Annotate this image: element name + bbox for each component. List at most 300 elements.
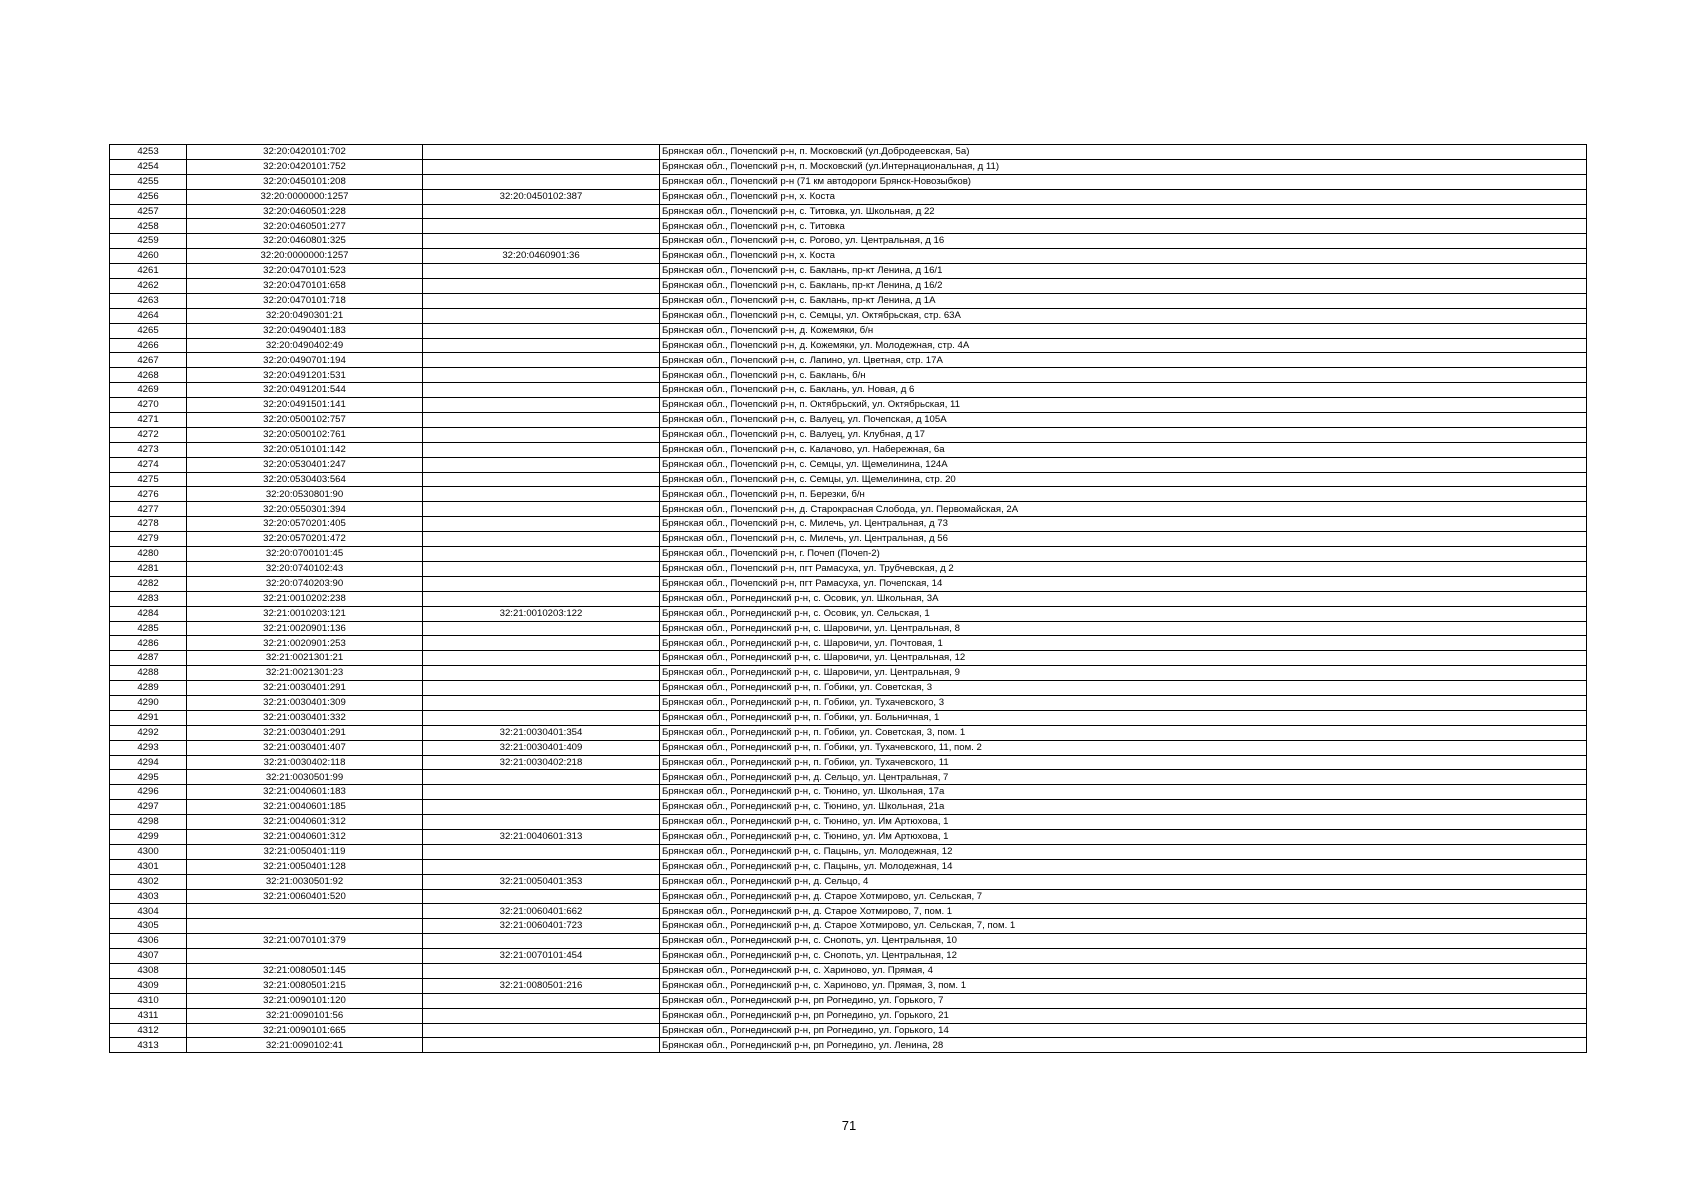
address-cell: Брянская обл., Почепский р-н, п. Московский (ул.Добродеевская, 5а) [660,145,1587,160]
table-row [110,874,1587,889]
address-cell: Брянская обл., Почепский р-н, п. Московский (ул.Интернациональная, д 11) [660,159,1587,174]
cadastral-number-cell: 32:20:0490701:194 [187,353,423,368]
row-number-cell: 4259 [110,234,187,249]
cadastral-number-cell: 32:21:0060401:520 [187,889,423,904]
table-row [110,517,1587,532]
row-number-cell: 4296 [110,785,187,800]
table-row [110,293,1587,308]
property-table [109,144,1587,1053]
row-number-cell: 4253 [110,145,187,160]
table-row [110,487,1587,502]
cadastral-number-cell: 32:21:0080501:145 [187,963,423,978]
row-number-cell: 4254 [110,159,187,174]
address-cell: Брянская обл., Почепский р-н, х. Коста [660,189,1587,204]
table-row [110,1023,1587,1038]
cadastral-number-cell: 32:20:0500102:761 [187,427,423,442]
cadastral-number-cell: 32:21:0050401:119 [187,844,423,859]
address-cell: Брянская обл., Рогнединский р-н, рп Рогнедино, ул. Ленина, 28 [660,1038,1587,1053]
address-cell: Брянская обл., Почепский р-н, с. Баклань, ул. Новая, д 6 [660,383,1587,398]
address-cell: Брянская обл., Почепский р-н (71 км автодороги Брянск-Новозыбков) [660,174,1587,189]
object-cadastral-number-cell [423,353,660,368]
address-cell: Брянская обл., Рогнединский р-н, п. Гобики, ул. Тухачевского, 11 [660,755,1587,770]
row-number-cell: 4298 [110,815,187,830]
cadastral-number-cell: 32:20:0460501:228 [187,204,423,219]
object-cadastral-number-cell [423,934,660,949]
row-number-cell: 4297 [110,800,187,815]
row-number-cell: 4303 [110,889,187,904]
object-cadastral-number-cell [423,159,660,174]
row-number-cell: 4293 [110,740,187,755]
object-cadastral-number-cell [423,145,660,160]
row-number-cell: 4286 [110,636,187,651]
cadastral-number-cell: 32:20:0490402:49 [187,338,423,353]
object-cadastral-number-cell: 32:21:0080501:216 [423,978,660,993]
cadastral-number-cell [187,919,423,934]
table-row [110,398,1587,413]
object-cadastral-number-cell [423,770,660,785]
row-number-cell: 4264 [110,308,187,323]
row-number-cell: 4310 [110,993,187,1008]
cadastral-number-cell: 32:21:0090101:665 [187,1023,423,1038]
cadastral-number-cell: 32:21:0030402:118 [187,755,423,770]
address-cell: Брянская обл., Рогнединский р-н, с. Пацынь, ул. Молодежная, 14 [660,859,1587,874]
address-cell: Брянская обл., Почепский р-н, д. Кожемяки, ул. Молодежная, стр. 4А [660,338,1587,353]
object-cadastral-number-cell [423,1023,660,1038]
cadastral-number-cell: 32:20:0490401:183 [187,323,423,338]
object-cadastral-number-cell [423,368,660,383]
cadastral-number-cell [187,949,423,964]
row-number-cell: 4279 [110,532,187,547]
address-cell: Брянская обл., Почепский р-н, с. Семцы, ул. Щемелинина, 124А [660,457,1587,472]
cadastral-number-cell: 32:20:0491201:544 [187,383,423,398]
object-cadastral-number-cell [423,710,660,725]
object-cadastral-number-cell [423,681,660,696]
object-cadastral-number-cell: 32:21:0010203:122 [423,606,660,621]
row-number-cell: 4266 [110,338,187,353]
address-cell: Брянская обл., Рогнединский р-н, п. Гобики, ул. Советская, 3, пом. 1 [660,725,1587,740]
address-cell: Брянская обл., Рогнединский р-н, с. Шаровичи, ул. Центральная, 8 [660,621,1587,636]
table-row [110,844,1587,859]
property-table-body [110,145,1587,1053]
table-row [110,666,1587,681]
cadastral-number-cell: 32:20:0510101:142 [187,442,423,457]
address-cell: Брянская обл., Рогнединский р-н, п. Гобики, ул. Советская, 3 [660,681,1587,696]
object-cadastral-number-cell [423,532,660,547]
address-cell: Брянская обл., Почепский р-н, с. Баклань, б/н [660,368,1587,383]
object-cadastral-number-cell: 32:21:0030401:354 [423,725,660,740]
address-cell: Брянская обл., Почепский р-н, с. Баклань, пр-кт Ленина, д 1А [660,293,1587,308]
row-number-cell: 4270 [110,398,187,413]
table-row [110,338,1587,353]
row-number-cell: 4256 [110,189,187,204]
address-cell: Брянская обл., Почепский р-н, с. Рогово, ул. Центральная, д 16 [660,234,1587,249]
object-cadastral-number-cell [423,264,660,279]
cadastral-number-cell: 32:21:0040601:312 [187,815,423,830]
row-number-cell: 4274 [110,457,187,472]
object-cadastral-number-cell [423,963,660,978]
address-cell: Брянская обл., Рогнединский р-н, с. Пацынь, ул. Молодежная, 12 [660,844,1587,859]
row-number-cell: 4273 [110,442,187,457]
row-number-cell: 4255 [110,174,187,189]
address-cell: Брянская обл., Рогнединский р-н, с. Тюнино, ул. Им Артюхова, 1 [660,829,1587,844]
table-row [110,725,1587,740]
address-cell: Брянская обл., Рогнединский р-н, д. Сельцо, ул. Центральная, 7 [660,770,1587,785]
cadastral-number-cell: 32:21:0010202:238 [187,591,423,606]
table-row [110,159,1587,174]
object-cadastral-number-cell [423,323,660,338]
table-row [110,636,1587,651]
row-number-cell: 4308 [110,963,187,978]
table-row [110,949,1587,964]
row-number-cell: 4263 [110,293,187,308]
cadastral-number-cell: 32:20:0470101:718 [187,293,423,308]
row-number-cell: 4271 [110,413,187,428]
row-number-cell: 4295 [110,770,187,785]
row-number-cell: 4311 [110,1008,187,1023]
cadastral-number-cell: 32:21:0090101:120 [187,993,423,1008]
table-row [110,264,1587,279]
object-cadastral-number-cell [423,1008,660,1023]
address-cell: Брянская обл., Почепский р-н, с. Калачово, ул. Набережная, 6а [660,442,1587,457]
table-row [110,681,1587,696]
address-cell: Брянская обл., Почепский р-н, с. Титовка, ул. Школьная, д 22 [660,204,1587,219]
row-number-cell: 4283 [110,591,187,606]
row-number-cell: 4287 [110,651,187,666]
table-row [110,785,1587,800]
row-number-cell: 4272 [110,427,187,442]
row-number-cell: 4262 [110,279,187,294]
table-row [110,993,1587,1008]
table-row [110,904,1587,919]
row-number-cell: 4275 [110,472,187,487]
object-cadastral-number-cell [423,636,660,651]
row-number-cell: 4268 [110,368,187,383]
table-row [110,561,1587,576]
table-row [110,279,1587,294]
cadastral-number-cell: 32:21:0010203:121 [187,606,423,621]
cadastral-number-cell: 32:21:0030501:99 [187,770,423,785]
table-row [110,800,1587,815]
row-number-cell: 4300 [110,844,187,859]
object-cadastral-number-cell [423,695,660,710]
address-cell: Брянская обл., Почепский р-н, п. Березки, б/н [660,487,1587,502]
table-row [110,145,1587,160]
cadastral-number-cell: 32:20:0460501:277 [187,219,423,234]
table-row [110,189,1587,204]
address-cell: Брянская обл., Рогнединский р-н, с. Шаровичи, ул. Почтовая, 1 [660,636,1587,651]
row-number-cell: 4277 [110,502,187,517]
row-number-cell: 4265 [110,323,187,338]
object-cadastral-number-cell [423,219,660,234]
table-row [110,695,1587,710]
table-row [110,859,1587,874]
object-cadastral-number-cell [423,442,660,457]
cadastral-number-cell: 32:20:0550301:394 [187,502,423,517]
row-number-cell: 4309 [110,978,187,993]
address-cell: Брянская обл., Рогнединский р-н, с. Тюнино, ул. Им Артюхова, 1 [660,815,1587,830]
cadastral-number-cell [187,904,423,919]
row-number-cell: 4280 [110,547,187,562]
address-cell: Брянская обл., Рогнединский р-н, с. Тюнино, ул. Школьная, 17а [660,785,1587,800]
cadastral-number-cell: 32:20:0700101:45 [187,547,423,562]
address-cell: Брянская обл., Почепский р-н, пгт Рамасуха, ул. Почепская, 14 [660,576,1587,591]
object-cadastral-number-cell [423,413,660,428]
row-number-cell: 4290 [110,695,187,710]
object-cadastral-number-cell [423,561,660,576]
address-cell: Брянская обл., Рогнединский р-н, рп Рогнедино, ул. Горького, 21 [660,1008,1587,1023]
table-row [110,621,1587,636]
object-cadastral-number-cell: 32:21:0070101:454 [423,949,660,964]
table-row [110,591,1587,606]
cadastral-number-cell: 32:20:0530401:247 [187,457,423,472]
cadastral-number-cell: 32:21:0090102:41 [187,1038,423,1053]
table-row [110,323,1587,338]
cadastral-number-cell: 32:20:0491201:531 [187,368,423,383]
cadastral-number-cell: 32:21:0090101:56 [187,1008,423,1023]
object-cadastral-number-cell [423,859,660,874]
row-number-cell: 4267 [110,353,187,368]
object-cadastral-number-cell [423,502,660,517]
object-cadastral-number-cell: 32:21:0040601:313 [423,829,660,844]
object-cadastral-number-cell [423,204,660,219]
address-cell: Брянская обл., Рогнединский р-н, п. Гобики, ул. Тухачевского, 3 [660,695,1587,710]
address-cell: Брянская обл., Рогнединский р-н, с. Тюнино, ул. Школьная, 21а [660,800,1587,815]
cadastral-number-cell: 32:21:0021301:23 [187,666,423,681]
table-row [110,502,1587,517]
object-cadastral-number-cell [423,785,660,800]
object-cadastral-number-cell [423,800,660,815]
object-cadastral-number-cell [423,398,660,413]
table-row [110,383,1587,398]
cadastral-number-cell: 32:20:0570201:472 [187,532,423,547]
object-cadastral-number-cell: 32:20:0450102:387 [423,189,660,204]
row-number-cell: 4301 [110,859,187,874]
object-cadastral-number-cell [423,993,660,1008]
row-number-cell: 4260 [110,249,187,264]
row-number-cell: 4261 [110,264,187,279]
table-row [110,219,1587,234]
cadastral-number-cell: 32:20:0460801:325 [187,234,423,249]
object-cadastral-number-cell [423,815,660,830]
row-number-cell: 4304 [110,904,187,919]
cadastral-number-cell: 32:20:0740102:43 [187,561,423,576]
address-cell: Брянская обл., Рогнединский р-н, с. Снопоть, ул. Центральная, 10 [660,934,1587,949]
object-cadastral-number-cell: 32:21:0030401:409 [423,740,660,755]
table-row [110,755,1587,770]
object-cadastral-number-cell [423,383,660,398]
object-cadastral-number-cell [423,651,660,666]
cadastral-number-cell: 32:21:0080501:215 [187,978,423,993]
row-number-cell: 4312 [110,1023,187,1038]
table-row [110,353,1587,368]
table-row [110,889,1587,904]
cadastral-number-cell: 32:20:0740203:90 [187,576,423,591]
row-number-cell: 4281 [110,561,187,576]
table-row [110,547,1587,562]
table-row [110,368,1587,383]
cadastral-number-cell: 32:21:0020901:136 [187,621,423,636]
table-row [110,234,1587,249]
cadastral-number-cell: 32:20:0530801:90 [187,487,423,502]
address-cell: Брянская обл., Рогнединский р-н, с. Шаровичи, ул. Центральная, 12 [660,651,1587,666]
table-row [110,532,1587,547]
cadastral-number-cell: 32:21:0030401:291 [187,681,423,696]
row-number-cell: 4276 [110,487,187,502]
table-row [110,651,1587,666]
row-number-cell: 4306 [110,934,187,949]
object-cadastral-number-cell [423,844,660,859]
row-number-cell: 4257 [110,204,187,219]
cadastral-number-cell: 32:21:0050401:128 [187,859,423,874]
cadastral-number-cell: 32:21:0040601:183 [187,785,423,800]
address-cell: Брянская обл., Почепский р-н, с. Титовка [660,219,1587,234]
object-cadastral-number-cell [423,308,660,323]
object-cadastral-number-cell [423,472,660,487]
cadastral-number-cell: 32:21:0030401:291 [187,725,423,740]
cadastral-number-cell: 32:20:0450101:208 [187,174,423,189]
table-row [110,919,1587,934]
address-cell: Брянская обл., Рогнединский р-н, с. Осовик, ул. Школьная, 3А [660,591,1587,606]
table-row [110,815,1587,830]
object-cadastral-number-cell [423,576,660,591]
table-row [110,1008,1587,1023]
object-cadastral-number-cell: 32:21:0030402:218 [423,755,660,770]
address-cell: Брянская обл., Рогнединский р-н, п. Гобики, ул. Тухачевского, 11, пом. 2 [660,740,1587,755]
row-number-cell: 4307 [110,949,187,964]
address-cell: Брянская обл., Рогнединский р-н, с. Осовик, ул. Сельская, 1 [660,606,1587,621]
address-cell: Брянская обл., Почепский р-н, д. Старокрасная Слобода, ул. Первомайская, 2А [660,502,1587,517]
table-row [110,442,1587,457]
object-cadastral-number-cell [423,621,660,636]
table-row [110,740,1587,755]
table-row [110,770,1587,785]
row-number-cell: 4292 [110,725,187,740]
address-cell: Брянская обл., Почепский р-н, с. Милечь, ул. Центральная, д 73 [660,517,1587,532]
row-number-cell: 4313 [110,1038,187,1053]
cadastral-number-cell: 32:20:0470101:523 [187,264,423,279]
address-cell: Брянская обл., Рогнединский р-н, рп Рогнедино, ул. Горького, 7 [660,993,1587,1008]
address-cell: Брянская обл., Рогнединский р-н, д. Старое Хотмирово, ул. Сельская, 7 [660,889,1587,904]
table-row [110,457,1587,472]
object-cadastral-number-cell [423,517,660,532]
row-number-cell: 4294 [110,755,187,770]
object-cadastral-number-cell: 32:21:0060401:723 [423,919,660,934]
cadastral-number-cell: 32:21:0021301:21 [187,651,423,666]
address-cell: Брянская обл., Почепский р-н, с. Валуец, ул. Почепская, д 105А [660,413,1587,428]
address-cell: Брянская обл., Почепский р-н, д. Кожемяки, б/н [660,323,1587,338]
cadastral-number-cell: 32:21:0030401:407 [187,740,423,755]
object-cadastral-number-cell: 32:20:0460901:36 [423,249,660,264]
cadastral-number-cell: 32:20:0470101:658 [187,279,423,294]
cadastral-number-cell: 32:21:0040601:312 [187,829,423,844]
cadastral-number-cell: 32:20:0000000:1257 [187,189,423,204]
address-cell: Брянская обл., Почепский р-н, с. Баклань, пр-кт Ленина, д 16/1 [660,264,1587,279]
object-cadastral-number-cell [423,889,660,904]
table-row [110,710,1587,725]
cadastral-number-cell: 32:21:0030401:309 [187,695,423,710]
address-cell: Брянская обл., Рогнединский р-н, д. Старое Хотмирово, ул. Сельская, 7, пом. 1 [660,919,1587,934]
cadastral-number-cell: 32:20:0420101:752 [187,159,423,174]
row-number-cell: 4278 [110,517,187,532]
table-row [110,978,1587,993]
row-number-cell: 4282 [110,576,187,591]
cadastral-number-cell: 32:21:0070101:379 [187,934,423,949]
table-row [110,174,1587,189]
address-cell: Брянская обл., Почепский р-н, с. Баклань, пр-кт Ленина, д 16/2 [660,279,1587,294]
page-number: 71 [841,1118,857,1133]
object-cadastral-number-cell [423,279,660,294]
address-cell: Брянская обл., Рогнединский р-н, с. Снопоть, ул. Центральная, 12 [660,949,1587,964]
address-cell: Брянская обл., Почепский р-н, пгт Рамасуха, ул. Трубчевская, д 2 [660,561,1587,576]
object-cadastral-number-cell [423,293,660,308]
table-row [110,829,1587,844]
object-cadastral-number-cell [423,666,660,681]
table-row [110,427,1587,442]
table-row [110,934,1587,949]
row-number-cell: 4269 [110,383,187,398]
cadastral-number-cell: 32:20:0490301:21 [187,308,423,323]
object-cadastral-number-cell [423,1038,660,1053]
address-cell: Брянская обл., Рогнединский р-н, с. Хариново, ул. Прямая, 3, пом. 1 [660,978,1587,993]
address-cell: Брянская обл., Рогнединский р-н, с. Шаровичи, ул. Центральная, 9 [660,666,1587,681]
row-number-cell: 4291 [110,710,187,725]
address-cell: Брянская обл., Рогнединский р-н, п. Гобики, ул. Больничная, 1 [660,710,1587,725]
table-row [110,576,1587,591]
row-number-cell: 4288 [110,666,187,681]
object-cadastral-number-cell [423,591,660,606]
row-number-cell: 4299 [110,829,187,844]
address-cell: Брянская обл., Почепский р-н, с. Валуец, ул. Клубная, д 17 [660,427,1587,442]
cadastral-number-cell: 32:21:0030501:92 [187,874,423,889]
table-row [110,249,1587,264]
table-row [110,606,1587,621]
object-cadastral-number-cell [423,427,660,442]
object-cadastral-number-cell [423,174,660,189]
cadastral-number-cell: 32:20:0000000:1257 [187,249,423,264]
address-cell: Брянская обл., Рогнединский р-н, д. Старое Хотмирово, 7, пом. 1 [660,904,1587,919]
address-cell: Брянская обл., Почепский р-н, п. Октябрьский, ул. Октябрьская, 11 [660,398,1587,413]
address-cell: Брянская обл., Почепский р-н, с. Семцы, ул. Октябрьская, стр. 63А [660,308,1587,323]
address-cell: Брянская обл., Почепский р-н, с. Семцы, ул. Щемелинина, стр. 20 [660,472,1587,487]
object-cadastral-number-cell: 32:21:0060401:662 [423,904,660,919]
address-cell: Брянская обл., Рогнединский р-н, д. Сельцо, 4 [660,874,1587,889]
object-cadastral-number-cell [423,487,660,502]
cadastral-number-cell: 32:20:0491501:141 [187,398,423,413]
row-number-cell: 4302 [110,874,187,889]
object-cadastral-number-cell [423,234,660,249]
cadastral-number-cell: 32:20:0570201:405 [187,517,423,532]
row-number-cell: 4305 [110,919,187,934]
row-number-cell: 4258 [110,219,187,234]
cadastral-number-cell: 32:20:0420101:702 [187,145,423,160]
address-cell: Брянская обл., Рогнединский р-н, с. Хариново, ул. Прямая, 4 [660,963,1587,978]
address-cell: Брянская обл., Почепский р-н, с. Лапино, ул. Цветная, стр. 17А [660,353,1587,368]
address-cell: Брянская обл., Почепский р-н, с. Милечь, ул. Центральная, д 56 [660,532,1587,547]
address-cell: Брянская обл., Почепский р-н, г. Почеп (Почеп-2) [660,547,1587,562]
object-cadastral-number-cell [423,338,660,353]
cadastral-number-cell: 32:21:0020901:253 [187,636,423,651]
cadastral-number-cell: 32:21:0040601:185 [187,800,423,815]
row-number-cell: 4289 [110,681,187,696]
object-cadastral-number-cell [423,457,660,472]
cadastral-number-cell: 32:21:0030401:332 [187,710,423,725]
table-row [110,204,1587,219]
table-row [110,1038,1587,1053]
cadastral-number-cell: 32:20:0500102:757 [187,413,423,428]
cadastral-number-cell: 32:20:0530403:564 [187,472,423,487]
table-row [110,308,1587,323]
table-row [110,413,1587,428]
